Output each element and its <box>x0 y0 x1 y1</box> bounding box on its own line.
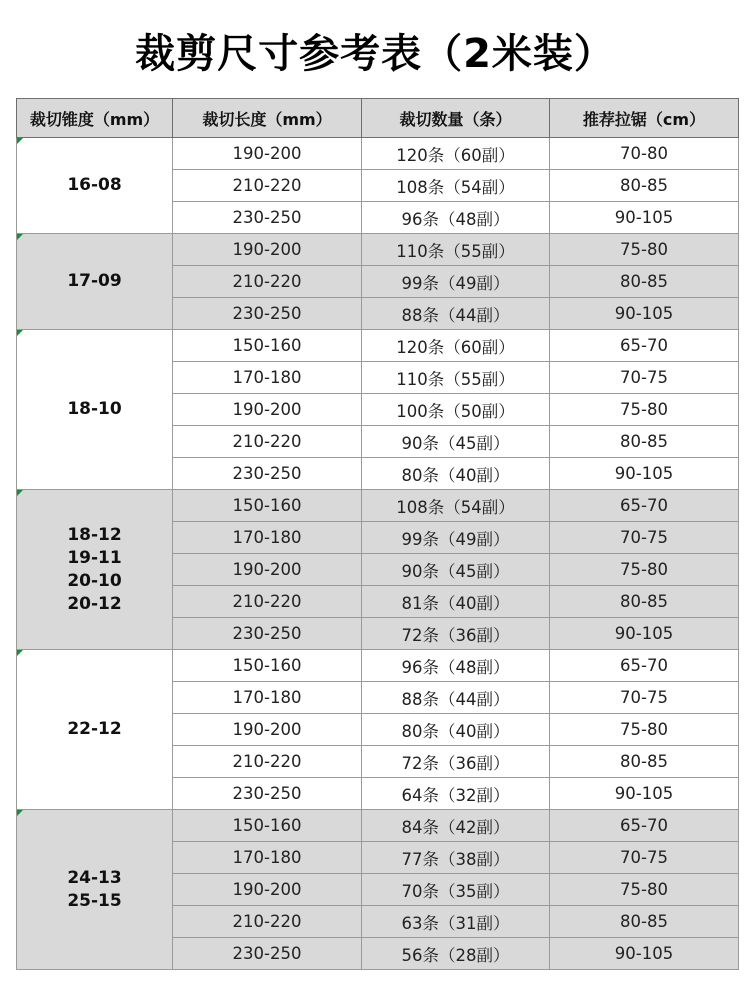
pull-saw-cell: 80-85 <box>550 906 739 938</box>
table-row <box>17 810 739 842</box>
quantity-cell: 108条（54副） <box>362 170 550 202</box>
pull-saw-cell: 70-75 <box>550 362 739 394</box>
length-cell: 190-200 <box>173 714 362 746</box>
table-row <box>17 330 739 362</box>
cell-comment-marker <box>17 234 23 240</box>
quantity-cell: 88条（44副） <box>362 682 550 714</box>
taper-value: 16-08 <box>67 175 122 195</box>
length-cell: 210-220 <box>173 906 362 938</box>
pull-saw-cell: 90-105 <box>550 298 739 330</box>
quantity-cell: 120条（60副） <box>362 138 550 170</box>
table-body <box>17 138 739 970</box>
quantity-cell: 72条（36副） <box>362 746 550 778</box>
pull-saw-cell: 90-105 <box>550 778 739 810</box>
page-title: 裁剪尺寸参考表（2米装） <box>135 31 615 77</box>
cutting-size-table-wrapper <box>16 98 738 970</box>
length-cell: 210-220 <box>173 746 362 778</box>
pull-saw-cell: 65-70 <box>550 330 739 362</box>
header-pull-saw: 推荐拉锯（cm） <box>550 99 739 138</box>
length-cell: 170-180 <box>173 682 362 714</box>
quantity-cell: 77条（38副） <box>362 842 550 874</box>
header-quantity: 裁切数量（条） <box>362 99 550 138</box>
length-cell: 150-160 <box>173 810 362 842</box>
cell-comment-marker <box>17 810 23 816</box>
pull-saw-cell: 80-85 <box>550 266 739 298</box>
table-row <box>17 138 739 170</box>
quantity-cell: 56条（28副） <box>362 938 550 970</box>
length-cell: 210-220 <box>173 266 362 298</box>
pull-saw-cell: 80-85 <box>550 746 739 778</box>
table-row <box>17 234 739 266</box>
length-cell: 190-200 <box>173 394 362 426</box>
length-cell: 170-180 <box>173 842 362 874</box>
quantity-cell: 99条（49副） <box>362 522 550 554</box>
pull-saw-cell: 75-80 <box>550 714 739 746</box>
pull-saw-cell: 65-70 <box>550 810 739 842</box>
quantity-cell: 81条（40副） <box>362 586 550 618</box>
quantity-cell: 88条（44副） <box>362 298 550 330</box>
length-cell: 150-160 <box>173 490 362 522</box>
length-cell: 230-250 <box>173 202 362 234</box>
pull-saw-cell: 70-75 <box>550 842 739 874</box>
pull-saw-cell: 80-85 <box>550 170 739 202</box>
taper-value: 25-15 <box>67 890 122 911</box>
quantity-cell: 96条（48副） <box>362 650 550 682</box>
quantity-cell: 84条（42副） <box>362 810 550 842</box>
pull-saw-cell: 75-80 <box>550 554 739 586</box>
quantity-cell: 63条（31副） <box>362 906 550 938</box>
quantity-cell: 80条（40副） <box>362 458 550 490</box>
taper-value: 24-13 <box>67 867 122 888</box>
quantity-cell: 110条（55副） <box>362 362 550 394</box>
pull-saw-cell: 75-80 <box>550 874 739 906</box>
quantity-cell: 100条（50副） <box>362 394 550 426</box>
taper-cell <box>17 490 173 650</box>
quantity-cell: 99条（49副） <box>362 266 550 298</box>
pull-saw-cell: 65-70 <box>550 650 739 682</box>
cutting-size-table <box>16 98 739 970</box>
pull-saw-cell: 80-85 <box>550 426 739 458</box>
pull-saw-cell: 70-75 <box>550 682 739 714</box>
taper-cell <box>17 138 173 234</box>
quantity-cell: 90条（45副） <box>362 426 550 458</box>
taper-cell <box>17 650 173 810</box>
taper-cell <box>17 234 173 330</box>
taper-value: 18-12 <box>67 524 122 545</box>
pull-saw-cell: 90-105 <box>550 618 739 650</box>
length-cell: 210-220 <box>173 426 362 458</box>
length-cell: 230-250 <box>173 298 362 330</box>
pull-saw-cell: 90-105 <box>550 458 739 490</box>
quantity-cell: 72条（36副） <box>362 618 550 650</box>
length-cell: 230-250 <box>173 938 362 970</box>
pull-saw-cell: 80-85 <box>550 586 739 618</box>
quantity-cell: 80条（40副） <box>362 714 550 746</box>
length-cell: 190-200 <box>173 138 362 170</box>
length-cell: 230-250 <box>173 778 362 810</box>
pull-saw-cell: 75-80 <box>550 234 739 266</box>
cell-comment-marker <box>17 330 23 336</box>
quantity-cell: 110条（55副） <box>362 234 550 266</box>
taper-value: 17-09 <box>67 271 122 291</box>
taper-value: 19-11 <box>67 547 122 568</box>
length-cell: 150-160 <box>173 330 362 362</box>
taper-value: 20-10 <box>67 570 122 591</box>
header-length: 裁切长度（mm） <box>173 99 362 138</box>
length-cell: 230-250 <box>173 458 362 490</box>
taper-value: 22-12 <box>67 719 122 739</box>
quantity-cell: 96条（48副） <box>362 202 550 234</box>
quantity-cell: 90条（45副） <box>362 554 550 586</box>
length-cell: 210-220 <box>173 586 362 618</box>
quantity-cell: 108条（54副） <box>362 490 550 522</box>
length-cell: 210-220 <box>173 170 362 202</box>
pull-saw-cell: 90-105 <box>550 938 739 970</box>
pull-saw-cell: 70-75 <box>550 522 739 554</box>
length-cell: 170-180 <box>173 522 362 554</box>
taper-cell <box>17 330 173 490</box>
taper-value: 18-10 <box>67 399 122 419</box>
pull-saw-cell: 90-105 <box>550 202 739 234</box>
table-row <box>17 650 739 682</box>
length-cell: 190-200 <box>173 234 362 266</box>
pull-saw-cell: 75-80 <box>550 394 739 426</box>
header-row <box>17 99 739 138</box>
taper-value: 20-12 <box>67 593 122 614</box>
pull-saw-cell: 70-80 <box>550 138 739 170</box>
cell-comment-marker <box>17 138 23 144</box>
taper-cell <box>17 810 173 970</box>
length-cell: 170-180 <box>173 362 362 394</box>
cell-comment-marker <box>17 490 23 496</box>
length-cell: 230-250 <box>173 618 362 650</box>
length-cell: 150-160 <box>173 650 362 682</box>
quantity-cell: 70条（35副） <box>362 874 550 906</box>
header-taper: 裁切锥度（mm） <box>17 99 173 138</box>
length-cell: 190-200 <box>173 874 362 906</box>
cell-comment-marker <box>17 650 23 656</box>
quantity-cell: 64条（32副） <box>362 778 550 810</box>
pull-saw-cell: 65-70 <box>550 490 739 522</box>
table-row <box>17 490 739 522</box>
length-cell: 190-200 <box>173 554 362 586</box>
quantity-cell: 120条（60副） <box>362 330 550 362</box>
